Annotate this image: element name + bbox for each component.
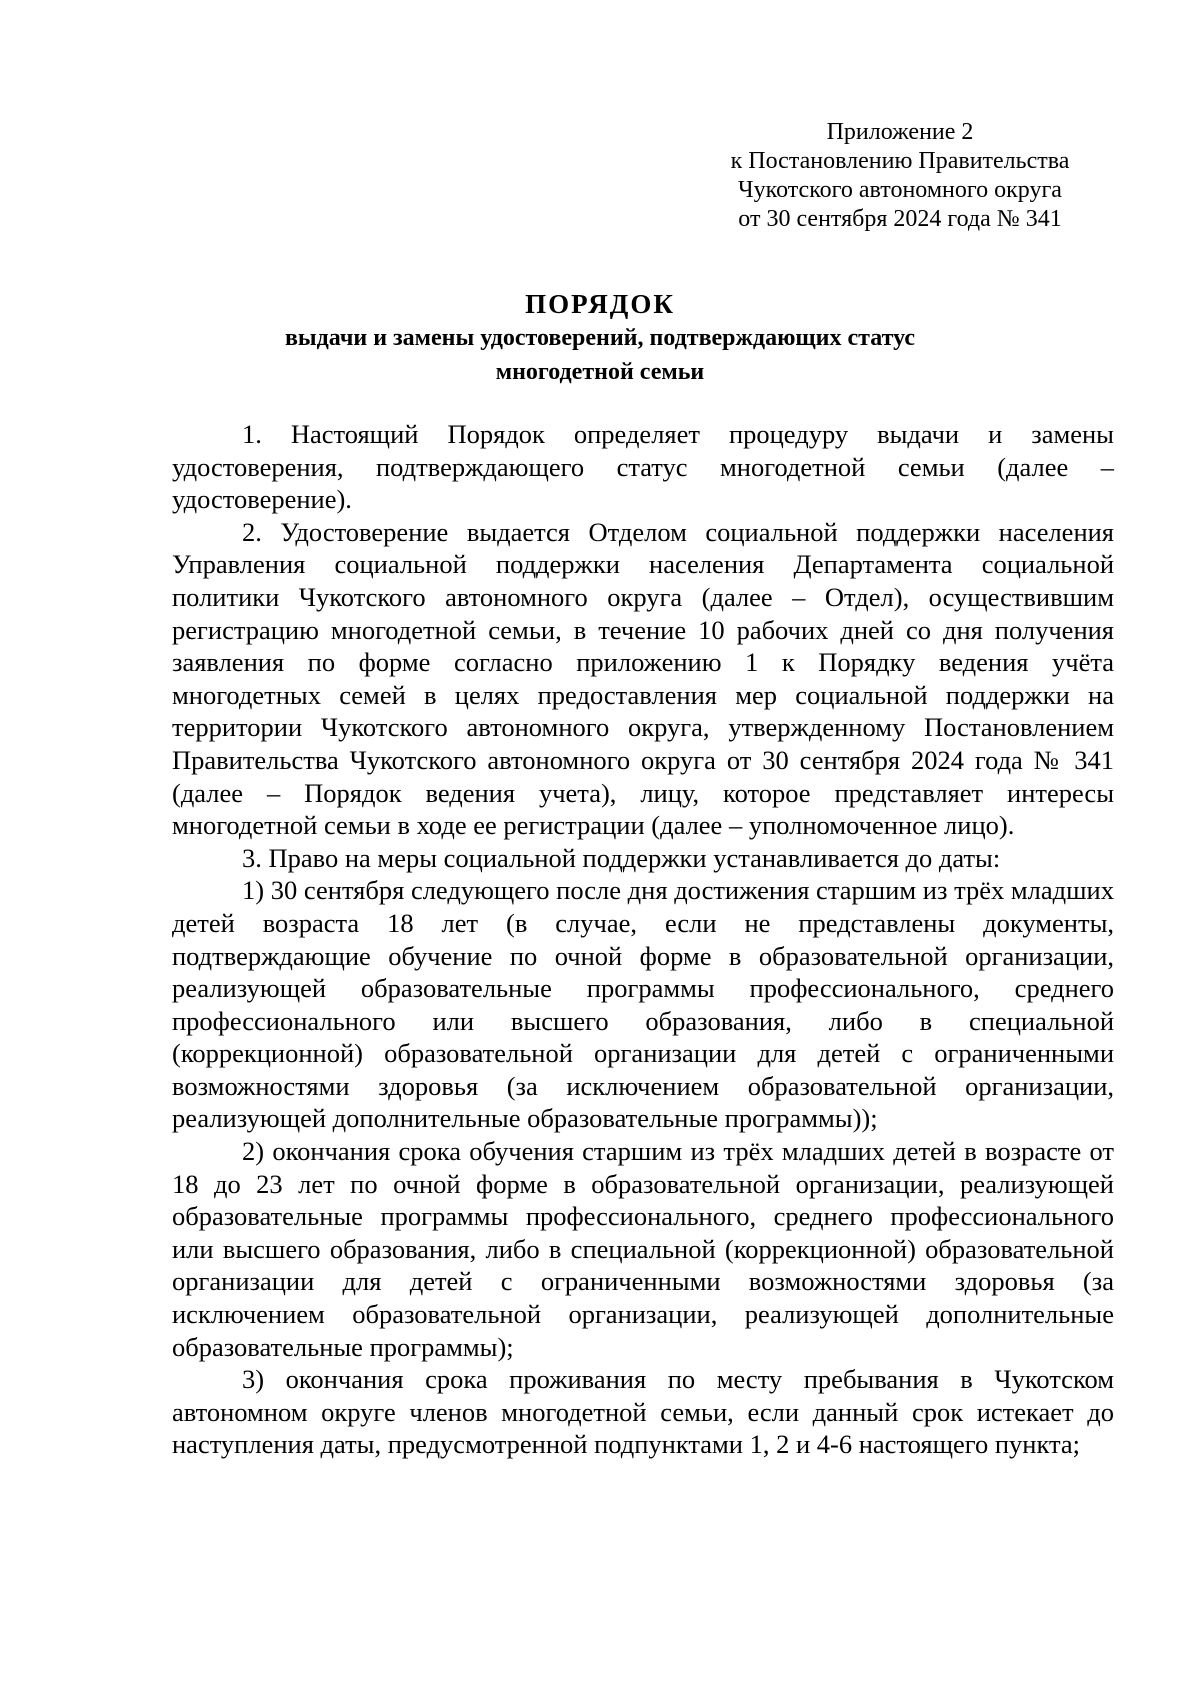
- appendix-line-1: Приложение 2: [826, 119, 974, 145]
- document-title: [150, 288, 1050, 388]
- subparagraph-1: 1) 30 сентября следующего после дня достижения старшим из трёх младших детей возраста 18 лет (в случае, если не представлены документы, подтверждающие обучение по очной форме в образовательной организации, реализующей образовательные программы профессионального, среднего профессионального или высшего образования, либо в специальной (коррекционной) образовательной организации для детей с ограниченными возможностями здоровья (за исключением образовательной организации, реализующей дополнительные образовательные программы));: [172, 875, 1114, 1134]
- subparagraph-3: 3) окончания срока проживания по месту пребывания в Чукотском автономном округе членов многодетной семьи, если данный срок истекает до наступления даты, предусмотренной подпунктами 1, 2 и 4-6 настоящего пункта;: [172, 1364, 1114, 1460]
- title-sub-line-2: многодетной семьи: [495, 359, 705, 385]
- subparagraph-2: 2) окончания срока обучения старшим из трёх младших детей в возрасте от 18 до 23 лет по очной форме в образовательной организации, реализующей образовательные программы профессионального, среднего профессионального или высшего образования, либо в специальной (коррекционной) образовательной организации для детей с ограниченными возможностями здоровья (за исключением образовательной организации, реализующей дополнительные образовательные программы);: [172, 1136, 1114, 1362]
- title-sub-line-1: выдачи и замены удостоверений, подтверждающих статус: [284, 325, 916, 351]
- appendix-line-2: к Постановлению Правительства: [730, 148, 1070, 174]
- document-body: [172, 418, 1114, 1461]
- appendix-header: [720, 118, 1080, 234]
- title-main: ПОРЯДОК: [525, 289, 675, 319]
- paragraph-2: 2. Удостоверение выдается Отделом социальной поддержки населения Управления социальной поддержки населения Департамента социальной политики Чукотского автономного округа (далее – Отдел), осуществившим регистрацию многодетной семьи, в течение 10 рабочих дней со дня получения заявления по форме согласно приложению 1 к Порядку ведения учёта многодетных семей в целях предоставления мер социальной поддержки на территории Чукотского автономного округа, утвержденному Постановлением Правительства Чукотского автономного округа от 30 сентября 2024 года № 341 (далее – Порядок ведения учета), лицу, которое представляет интересы многодетной семьи в ходе ее регистрации (далее – уполномоченное лицо).: [172, 516, 1114, 841]
- appendix-line-4: от 30 сентября 2024 года № 341: [738, 206, 1062, 232]
- appendix-line-3: Чукотского автономного округа: [738, 177, 1062, 203]
- paragraph-1: 1. Настоящий Порядок определяет процедуру выдачи и замены удостоверения, подтверждающего статус многодетной семьи (далее – удостоверение).: [172, 419, 1114, 515]
- paragraph-3: 3. Право на меры социальной поддержки устанавливается до даты:: [242, 842, 1001, 873]
